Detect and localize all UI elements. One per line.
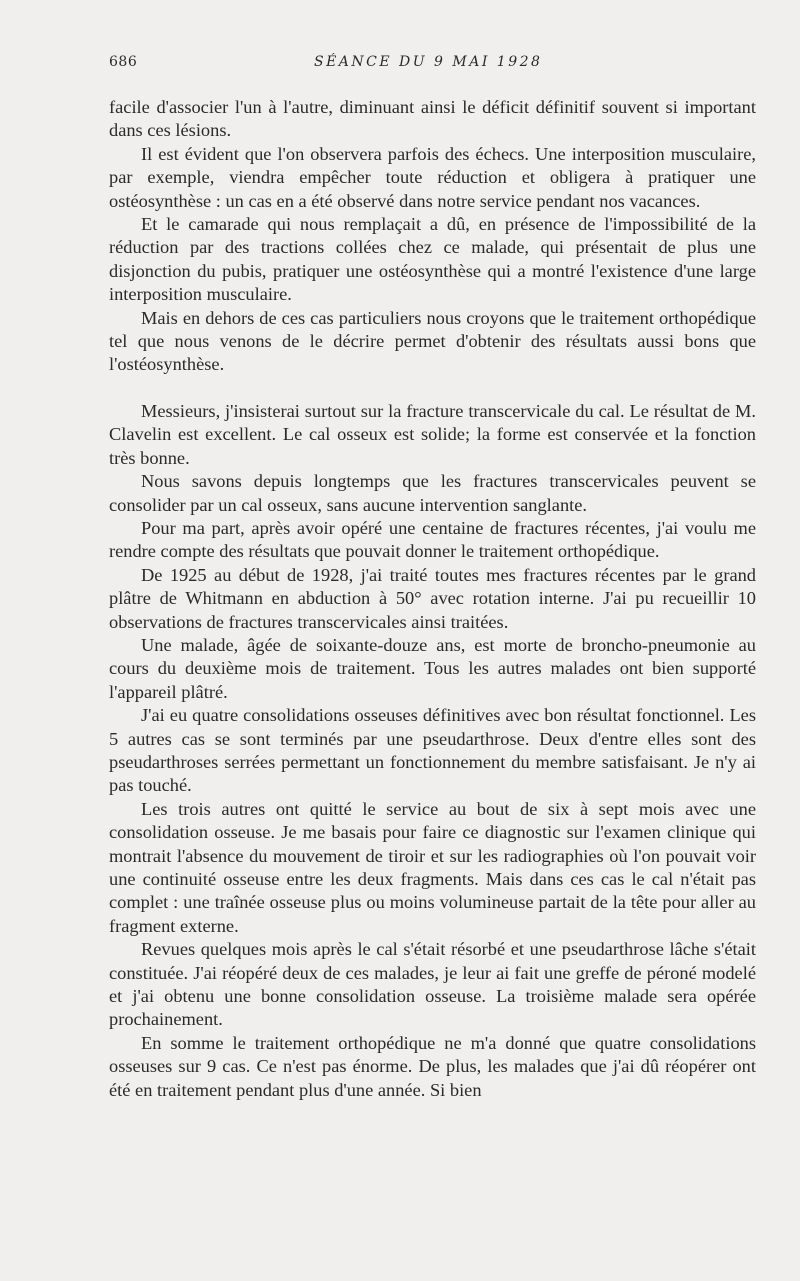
paragraph: facile d'associer l'un à l'autre, diminuant ainsi le déficit définitif souvent si important dans ces lésions. xyxy=(109,97,756,141)
paragraph: Et le camarade qui nous remplaçait a dû, en présence de l'impossibilité de la réduction par des tractions collées chez ce malade, qui présentait de plus une disjonction du pubis, pratiquer une ostéosynthèse qui a montré l'existence d'une large interposition musculaire. xyxy=(109,214,756,305)
paragraph: Mais en dehors de ces cas particuliers nous croyons que le traitement orthopédique tel que nous venons de le décrire permet d'obtenir des résultats aussi bons que l'ostéosynthèse. xyxy=(109,307,756,375)
paragraph: Il est évident que l'on observera parfois des échecs. Une interposition musculaire, par exemple, viendra empêcher toute réduction et obligera à pratiquer une ostéosynthèse : un cas en a été observé dans notre service pendant nos vacances. xyxy=(109,143,756,211)
page-number: 686 xyxy=(109,54,138,70)
paragraph: J'ai eu quatre consolidations osseuses définitives avec bon résultat fonctionnel. Les 5 autres cas se sont terminés par une pseudarthrose. Deux d'entre elles sont des pseudarthroses serrées permettant un fonctionnement du membre satisfaisant. Je n'y ai pas touché. xyxy=(109,705,756,796)
paragraph: De 1925 au début de 1928, j'ai traité toutes mes fractures récentes par le grand plâtre de Whitmann en abduction à 50° avec rotation interne. J'ai pu recueillir 10 observations de fractures transcervicales ainsi traitées. xyxy=(109,564,756,632)
paragraph: Pour ma part, après avoir opéré une centaine de fractures récentes, j'ai voulu me rendre compte des résultats que pouvait donner le traitement orthopédique. xyxy=(109,517,756,562)
body-text xyxy=(109,96,756,1102)
running-head: SÉANCE DU 9 MAI 1928 xyxy=(314,54,543,70)
paragraph: Nous savons depuis longtemps que les fractures transcervicales peuvent se consolider par un cal osseux, sans aucune intervention sanglante. xyxy=(109,471,756,515)
paragraph: Messieurs, j'insisterai surtout sur la fracture transcervicale du cal. Le résultat de M. Clavelin est excellent. Le cal osseux est solide; la forme est conservée et la fonction très bonne. xyxy=(109,400,756,468)
paragraph: Les trois autres ont quitté le service au bout de six à sept mois avec une consolidation osseuse. Je me basais pour faire ce diagnostic sur l'examen clinique qui montrait l'absence du mouvement de tiroir et sur les radiographies où l'on pouvait voir une continuité osseuse entre les deux fragments. Mais dans ces cas le cal n'était pas complet : une traînée osseuse plus ou moins volumineuse partait de la tête pour aller au fragment externe. xyxy=(109,798,756,936)
page-header xyxy=(109,54,759,78)
paragraph: Une malade, âgée de soixante-douze ans, est morte de broncho-pneumonie au cours du deuxième mois de traitement. Tous les autres malades ont bien supporté l'appareil plâtré. xyxy=(109,634,756,702)
paragraph: En somme le traitement orthopédique ne m'a donné que quatre consolidations osseuses sur 9 cas. Ce n'est pas énorme. De plus, les malades que j'ai dû réopérer ont été en traitement pendant plus d'une année. Si bien xyxy=(109,1032,756,1100)
paragraph: Revues quelques mois après le cal s'était résorbé et une pseudarthrose lâche s'était constituée. J'ai réopéré deux de ces malades, je leur ai fait une greffe de péroné modelé et j'ai obtenu une bonne consolidation osseuse. La troisième malade sera opérée prochainement. xyxy=(109,939,756,1030)
